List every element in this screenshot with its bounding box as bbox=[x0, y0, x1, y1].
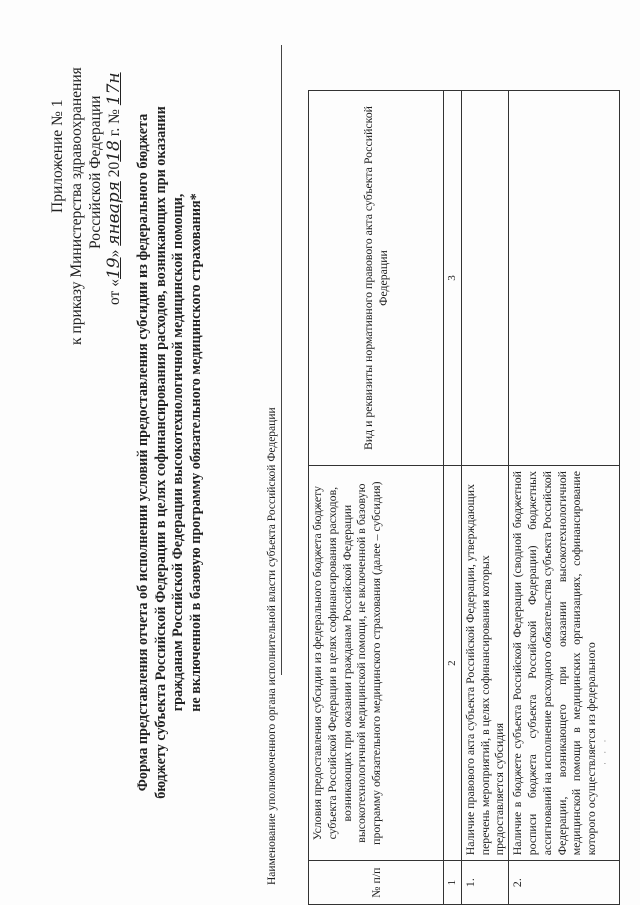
column-number-2: 2 bbox=[444, 466, 462, 861]
form-title-line2: бюджету субъекта Российской Федерации в целях софинансирования расходов, возникающих при оказании bbox=[152, 106, 169, 799]
date-prefix: от « bbox=[106, 279, 123, 305]
header-number: № п/п bbox=[309, 861, 444, 905]
row-condition: Наличие в бюджете субъекта Российской Федерации (сводной бюджетной росписи бюджета субъекта Российской Федерации) бюджетных ассигнований на исполнение расходного обязательства субъекта Российской Федерации, возникающего при оказании высокотехнологичной медицинской помощи в медицинских организациях, софинансирование которого осуществляется из федерального bbox=[509, 466, 620, 861]
column-number-1: 1 bbox=[444, 861, 462, 905]
row-condition: Наличие правового акта субъекта Российской Федерации, утверждающих перечень мероприятий, в целях софинансирования которых предоставляется субсидия bbox=[461, 466, 508, 861]
organization-fill-line bbox=[281, 45, 282, 675]
header-legal-act: Вид и реквизиты нормативного правового акта субъекта Российской Федерации bbox=[309, 91, 444, 466]
table-header-row bbox=[309, 91, 444, 905]
form-title-line4: не включенной в базовую программу обязательного медицинского страхования* bbox=[187, 193, 204, 712]
column-numbers-row bbox=[444, 91, 462, 905]
form-title-line3: гражданам Российской Федерации высокотехнологичной медицинской помощи, bbox=[170, 193, 186, 712]
appendix-block bbox=[48, 5, 124, 345]
organization-label: Наименование уполномоченного органа исполнительной власти субъекта Российской Федерации bbox=[266, 407, 278, 885]
appendix-order-ref: к приказу Министерства здравоохранения bbox=[68, 67, 85, 345]
row-number: 2. bbox=[509, 861, 620, 905]
date-year-prefix: 20 bbox=[106, 161, 123, 182]
date-suffix: г. № bbox=[106, 105, 123, 141]
form-title bbox=[135, 30, 205, 875]
row-number: 1. bbox=[461, 861, 508, 905]
column-number-3: 3 bbox=[444, 91, 462, 466]
date-day-handwritten: 19 bbox=[104, 257, 124, 280]
appendix-ministry: Российской Федерации bbox=[87, 95, 104, 249]
header-conditions: Условия предоставления субсидии из федерального бюджета бюджету субъекта Российской Федерации в целях софинансирования расходов, возникающих при оказании гражданам Российской Федерации высокотехнологичной медицинской помощи, не включенной в базовую программу обязательного медицинского страхования (далее – субсидия) bbox=[309, 466, 444, 861]
table-row bbox=[509, 91, 620, 905]
date-month-handwritten: января bbox=[104, 181, 124, 246]
order-number-handwritten: 17н bbox=[104, 72, 124, 106]
margin-marks: · · · bbox=[600, 736, 610, 765]
appendix-date-line bbox=[105, 5, 124, 345]
row-legal-act bbox=[461, 91, 508, 466]
date-mid: » bbox=[106, 245, 123, 258]
date-year-handwritten: 18 bbox=[104, 140, 124, 162]
conditions-table bbox=[308, 90, 620, 905]
form-title-line1: Форма представления отчета об исполнении условий предоставления субсидии из федерального бюджета bbox=[135, 113, 151, 792]
table-row bbox=[461, 91, 508, 905]
appendix-title: Приложение № 1 bbox=[49, 99, 66, 213]
row-legal-act bbox=[509, 91, 620, 466]
